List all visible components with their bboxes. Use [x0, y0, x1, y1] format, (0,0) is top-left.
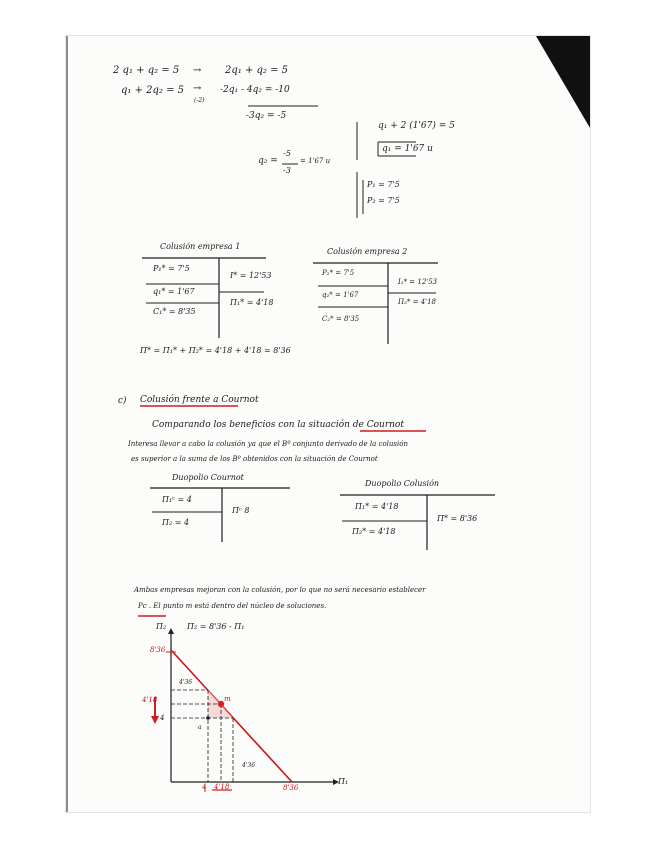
section-c-line-1: Comparando los beneficios con la situación de Cournot — [152, 420, 404, 430]
sol2-profit: Π₂* = 4'18 — [398, 298, 437, 306]
colusion-pi1: Π₁* = 4'18 — [355, 502, 399, 511]
q1-result: q₁ = 1'67 u — [382, 144, 433, 154]
graph-point-a-label: a — [198, 724, 202, 731]
sol2-income: I₂* = 12'53 — [398, 278, 438, 286]
arrow-1: → — [193, 65, 202, 76]
q2-numerator: -5 — [283, 149, 291, 158]
colusion-title: Duopolio Colusión — [365, 479, 440, 488]
eq1: 2 q₁ + q₂ = 5 — [113, 65, 180, 76]
graph-x-418-label: 4'18 — [214, 783, 230, 791]
eq2: q₁ + 2q₂ = 5 — [121, 85, 185, 96]
q2-label: q₂ = — [258, 156, 278, 166]
total-profit: Π* = Π₁* + Π₂* = 4'18 + 4'18 = 8'36 — [140, 346, 291, 355]
section-c-line-3: es superior a la suma de los Bº obtenidos con la situación de Cournot — [131, 455, 378, 463]
sol1-cost: C₁* = 8'35 — [153, 307, 196, 316]
sol1-quantity: q₁* = 1'67 — [153, 287, 195, 296]
sol1-title: Colusión empresa 1 — [160, 242, 241, 251]
multiplier: (-2) — [194, 97, 205, 104]
colusion-pi2: Π₂* = 4'18 — [352, 527, 396, 536]
sol2-price: P₂* = 7'5 — [322, 269, 355, 277]
conclusion-line-1: Ambas empresas mejoran con la colusión, por lo que no será necesario establecer — [134, 586, 426, 594]
cournot-pi2: Π₂ = 4 — [162, 518, 190, 527]
graph-y-axis-label: Π₂ — [156, 622, 167, 631]
sum-result: -3q₂ = -5 — [246, 111, 287, 121]
section-c-title: Colusión frente a Cournot — [140, 395, 259, 405]
sol1-price: P₁* = 7'5 — [153, 264, 190, 273]
arrow-2: → — [193, 83, 202, 94]
graph-label-436-top: 4'36 — [179, 679, 193, 686]
cournot-pi1: Π₁ᶜ = 4 — [162, 495, 192, 504]
q1-substitution: q₁ + 2 (1'67) = 5 — [378, 121, 455, 131]
graph-equation: Π₂ = 8'36 - Π₁ — [187, 622, 245, 631]
graph-y-4-label: 4 — [160, 714, 165, 722]
p1-value: P₁ = 7'5 — [367, 180, 400, 189]
y-axis-arrowhead — [168, 628, 174, 634]
section-c-label: c) — [118, 396, 127, 406]
eq1-rewritten: 2q₁ + q₂ = 5 — [225, 65, 289, 76]
graph-point-m-label: m — [224, 695, 231, 703]
conclusion-line-2: Pc . El punto m está dentro del núcleo de soluciones. — [138, 602, 327, 610]
graph-y-418-label: 4'18 — [142, 696, 158, 704]
graph-x-836-label: 8'36 — [283, 784, 299, 792]
graph-x-4-label: 4 — [202, 783, 207, 791]
cournot-title: Duopolio Cournot — [172, 473, 244, 482]
graph-label-436-bottom: 4'36 — [242, 762, 256, 769]
p2-value: P₂ = 7'5 — [367, 196, 400, 205]
point-a-marker — [206, 716, 210, 720]
graph-x-axis-label: Π₁ — [338, 777, 349, 786]
frontier-line — [171, 650, 292, 782]
colusion-total: Π* = 8'36 — [437, 514, 478, 523]
cournot-total: Πᶜ 8 — [232, 506, 250, 515]
eq2-multiplied: -2q₁ - 4q₂ = -10 — [220, 85, 290, 95]
q2-denominator: -3 — [283, 166, 291, 175]
sol2-cost: C₂* = 8'35 — [322, 315, 360, 323]
sol2-title: Colusión empresa 2 — [327, 247, 408, 256]
red-down-arrow-head — [151, 716, 159, 724]
scan-corner-shadow — [536, 36, 590, 128]
sol2-quantity: q₂* = 1'67 — [322, 291, 359, 299]
section-c-line-2: Interesa llevar a cabo la colusión ya que el Bº conjunto derivado de la colusión — [128, 440, 408, 448]
graph-y-top-label: 8'36 — [150, 646, 166, 654]
sol1-profit: Π₁* = 4'18 — [230, 298, 274, 307]
q2-result: = 1'67 u — [300, 157, 331, 165]
sol1-income: I* = 12'53 — [230, 271, 272, 280]
